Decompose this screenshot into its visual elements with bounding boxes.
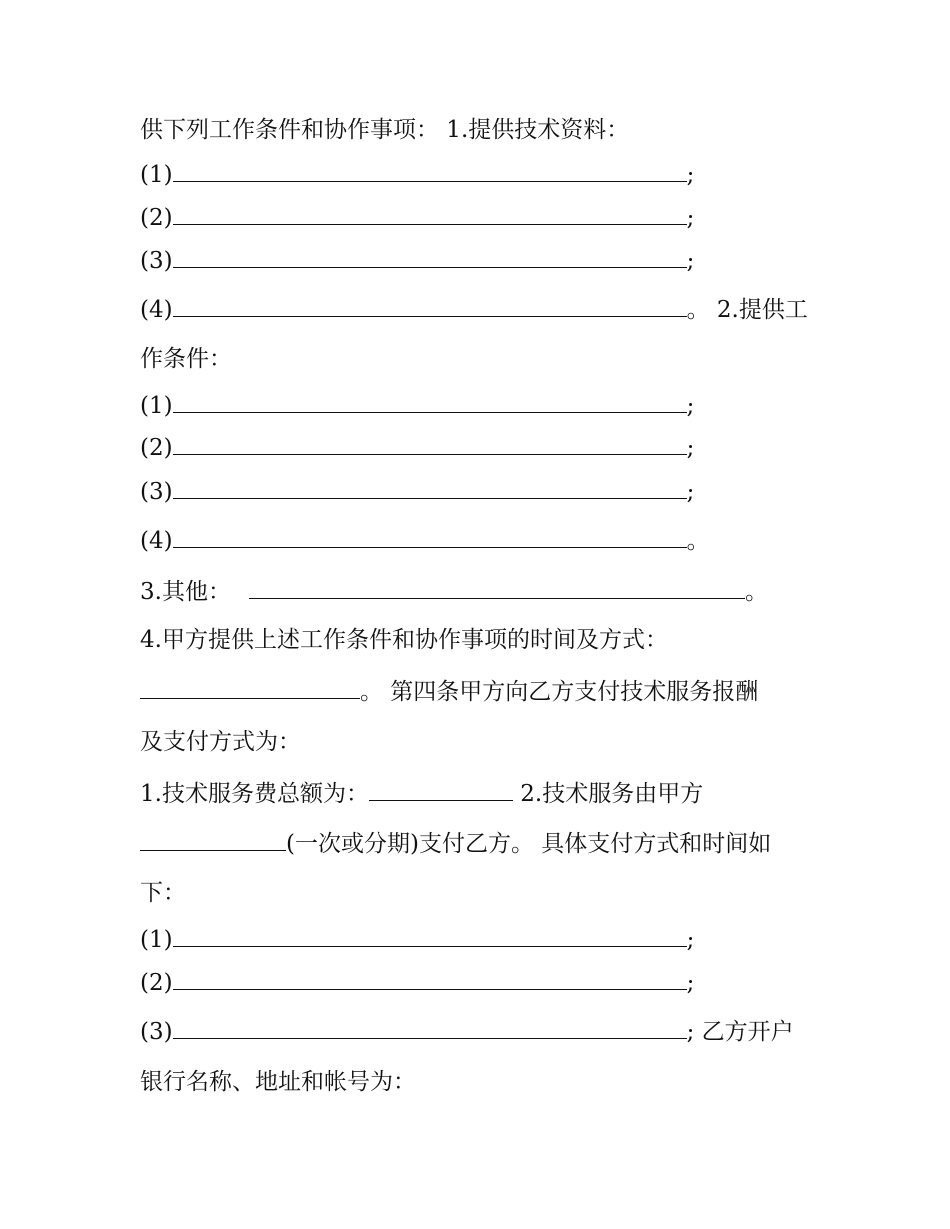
total-fee-label: 1.技术服务费总额为： [140, 781, 369, 807]
fill-in-blank[interactable] [369, 778, 513, 801]
fill-in-blank[interactable] [140, 676, 360, 699]
item-number: (2) [140, 435, 173, 461]
bank-info-label: 银行名称、地址和帐号为： [140, 1069, 416, 1095]
intro-line [140, 115, 629, 145]
timing-line [140, 625, 668, 655]
item-number: (2) [140, 205, 173, 231]
tech-data-item-4 [140, 294, 808, 325]
item-punctuation: 。 [744, 579, 768, 605]
item-punctuation: ; [686, 927, 695, 953]
follows-text: 下： [140, 880, 186, 906]
item-punctuation: ; [686, 248, 695, 274]
other-label: 3.其他： [140, 579, 231, 605]
fill-in-blank[interactable] [173, 476, 687, 499]
item-number: (2) [140, 970, 173, 996]
item-number: (4) [140, 297, 173, 323]
item-number: (4) [140, 528, 173, 554]
fill-in-blank[interactable] [173, 202, 687, 225]
item-punctuation: ; [686, 970, 695, 996]
fill-in-blank[interactable] [173, 245, 687, 268]
payment-item-1 [140, 924, 694, 955]
work-condition-item-2 [140, 432, 694, 463]
timing-label: 4.甲方提供上述工作条件和协作事项的时间及方式： [140, 627, 668, 653]
payment-item-2 [140, 967, 694, 998]
tech-data-item-2 [140, 202, 694, 233]
fill-in-blank[interactable] [173, 432, 687, 455]
total-fee-line [140, 778, 703, 809]
item-number: (1) [140, 927, 173, 953]
tech-data-item-1 [140, 159, 694, 190]
fill-in-blank[interactable] [173, 525, 687, 548]
item-number: (1) [140, 162, 173, 188]
tech-data-item-3 [140, 245, 694, 276]
fill-in-blank[interactable] [140, 828, 286, 851]
installment-line [140, 828, 771, 859]
fill-in-blank[interactable] [173, 924, 687, 947]
fill-in-blank[interactable] [249, 576, 745, 599]
service-text: 2.技术服务由甲方 [512, 781, 704, 807]
payment-item-3 [140, 1016, 794, 1047]
item-punctuation: ; [686, 479, 695, 505]
heading-text: 作条件： [140, 346, 232, 372]
item-punctuation: 。 2.提供工 [686, 297, 808, 323]
work-condition-item-1 [140, 390, 694, 421]
item-punctuation: ; [686, 393, 695, 419]
item-punctuation: ; 乙方开户 [686, 1019, 794, 1045]
installment-text: (一次或分期)支付乙方。 具体支付方式和时间如 [286, 831, 772, 857]
work-conditions-heading [140, 344, 232, 374]
item-number: (3) [140, 248, 173, 274]
item-number: (3) [140, 479, 173, 505]
fill-in-blank[interactable] [173, 390, 687, 413]
other-line [140, 576, 768, 607]
work-condition-item-3 [140, 476, 694, 507]
fill-in-blank[interactable] [173, 1016, 687, 1039]
fill-in-blank[interactable] [173, 159, 687, 182]
payment-methods-line [140, 727, 301, 757]
item-punctuation: ; [686, 162, 695, 188]
payment-methods-text: 及支付方式为： [140, 729, 301, 755]
item-punctuation: 。 [686, 528, 710, 554]
intro-text: 供下列工作条件和协作事项： 1.提供技术资料： [140, 117, 630, 143]
item-punctuation: ; [686, 435, 695, 461]
article-4-line [140, 676, 758, 707]
work-condition-item-4 [140, 525, 710, 556]
item-punctuation: ; [686, 205, 695, 231]
item-number: (3) [140, 1019, 173, 1045]
fill-in-blank[interactable] [173, 967, 687, 990]
follows-line [140, 878, 186, 908]
article-4-text: 。 第四条甲方向乙方支付技术服务报酬 [360, 679, 759, 705]
item-number: (1) [140, 393, 173, 419]
bank-line [140, 1067, 416, 1097]
fill-in-blank[interactable] [173, 294, 687, 317]
